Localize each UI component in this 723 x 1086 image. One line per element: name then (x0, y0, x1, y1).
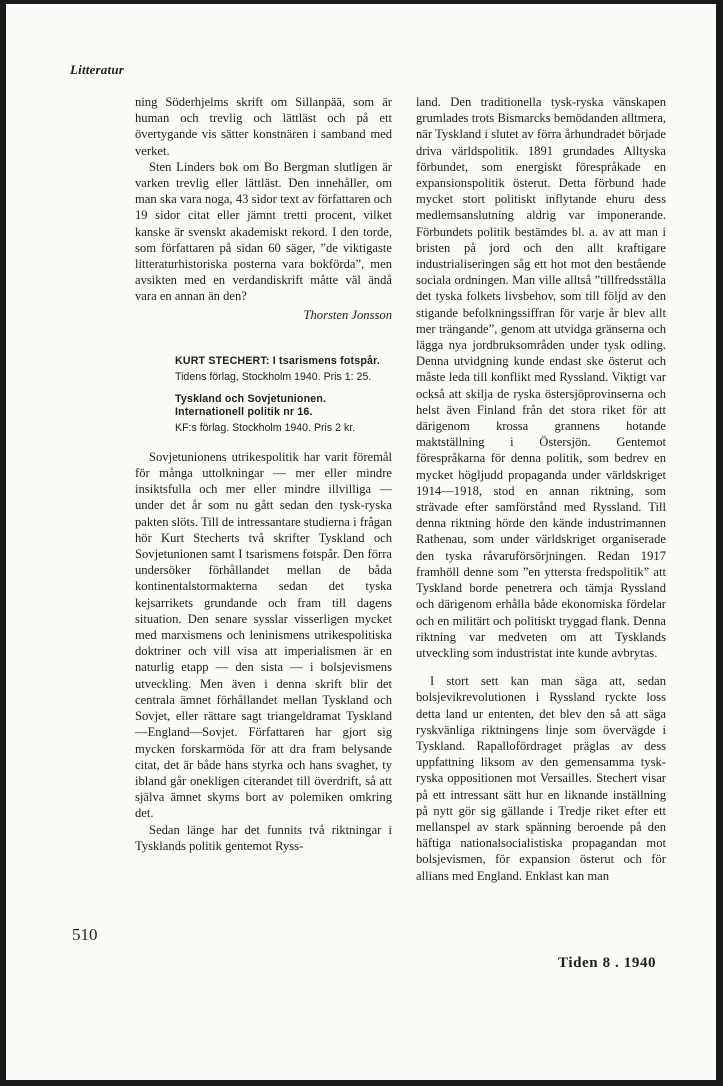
left-column (135, 94, 392, 854)
author-signature: Thorsten Jonsson (303, 307, 392, 322)
paragraph: Sten Linders bok om Bo Bergman slutligen är varken trevlig eller lättläst. Den innehåller, om man ska vara noga, 43 sidor text av författaren och 19 sidor citat eller jämnt tretti procent, vilket kanske är svenskt akademiskt rekord. I den torde, som författaren på sidan 60 säger, ”de viktigaste litteraturhistoriska posterna vara bokförda”, men avsikten med en verdandiskrift måtte väl ändå vara en annan än den? (135, 159, 392, 304)
book-title: KURT STECHERT: I tsarismens fotspår. (175, 354, 380, 367)
book-publisher: KF:s förlag. Stockholm 1940. Pris 2 kr. (175, 421, 356, 434)
book-title: Tyskland och Sovjetunionen. Internationell politik nr 16. (175, 392, 327, 418)
book-publisher: Tidens förlag, Stockholm 1940. Pris 1: 25. (175, 370, 372, 383)
right-column (416, 94, 666, 884)
paragraph: ning Söderhjelms skrift om Sillanpää, som är human och trevlig och lättläst och på ett övertygande vis sätter konstnären i samband med verket. (135, 95, 392, 158)
paragraph: I stort sett kan man säga att, sedan bolsjevikrevolutionen i Ryssland ryckte loss detta land ur ententen, det blev den så att säga ryskvänliga riktningens linje som övervägde i Tyskland. Rapallofördraget präglas av dess uppfattning liksom av den gemensamma tysk-ryska oppositionen mot Versailles. Stechert visar på ett intressant sätt hur en liknande inställning på nytt gör sig gällande i Tredje riket efter ett mellanspel av stark spänning beroende på den häftiga nationalsocialistiska propagandan mot bolsjevismen, för expansion österut och för allians med England. Enklast kan man (416, 674, 666, 883)
paragraph: Sovjetunionens utrikespolitik har varit föremål för många uttolkningar — mer eller mindre insiktsfulla och mer eller mindre illvilliga — under det år som nu gått sedan den tysk-ryska pakten slöts. Till de intressantare studierna i frågan hör Kurt Stecherts två skrifter Tyskland och Sovjetunionen samt I tsarismens fotspår. Den förra undersöker förhållandet mellan de båda kontinentalstormakterna sedan det tyska kejsarrikets grundande och fram till dagens situation. Den senare sysslar visserligen mycket med marxismens och leninismens utrikespolitiska doktriner och vill visa att imperialismen är en naturlig etapp — den sista — i bolsjevismens utveckling. Men även i denna skrift blir det centrala ämnet förhållandet mellan Tyskland och Sovjet, eller rättare sagt triangeldramat Tyskland—England—Sovjet. Författaren har gjort sig mycken forskarmöda för att dra fram belysande citat, det är både hans styrka och hans svaghet, ty ibland går onekligen citerandet till överdrift, så att själva ämnet skyms bort av polemiken omkring det. (135, 449, 392, 821)
magazine-page (6, 4, 716, 1080)
section-title: Litteratur (70, 62, 125, 77)
paragraph: land. Den traditionella tysk-ryska vänskapen grumlades trots Bismarcks bemödanden alltmera, när Tyskland i slutet av förra århundradet började driva världspolitik. 1891 grundades Alltyska förbundet, som energiskt förespråkade en expansionspolitik österut. Detta förbund hade mycket stort politiskt inflytande ehuru dess medlemsanslutning aldrig var imponerande. Förbundets politik bestämdes bl. a. av att man i bristen på jord och den allt kraftigare industrialiseringen såg ett hot mot den bestående sociala ordningen. Man ville alltså ”tillfredsställa det tyska folkets livsbehov, som till följd av den stigande befolkningssiffran för varje år blev allt mer trängande”, genom att utvidga gränserna och lägga nya jordbruksområden under tysk odling. Denna utvidgning kunde endast ske österut och måste leda till konflikt med Ryssland. Viktigt var också att skilja de ryska östersjöprovinserna och helst även Finland från det stora riket för att därigenom krossa grannens hotande maktställning i Östersjön. Gentemot förespråkarna för denna politik, som bedrev en mycket högljudd propaganda under världskriget 1914—1918, stod en annan riktning, som strävade efter samförstånd med Ryssland. Till denna riktning hörde den kände industrimannen Rathenau, som under världskriget organiserade den tyska råvaruförsörjningen. Redan 1917 framhöll denne som ”en yttersta fredspolitik” att Tyskland borde penetrera och tämja Ryssland och därigenom erhålla både ekonomiska fördelar och en militärt och politiskt tryggad flank. Denna riktning var medveten om att Tysklands utveckling som industristat inte kunde avbrytas. (416, 95, 666, 660)
review-header (175, 355, 389, 435)
page-number: 510 (72, 925, 98, 944)
footer-issue: Tiden 8 . 1940 (558, 955, 657, 971)
paragraph: Sedan länge har det funnits två riktningar i Tysklands politik gentemot Ryss- (135, 822, 392, 853)
